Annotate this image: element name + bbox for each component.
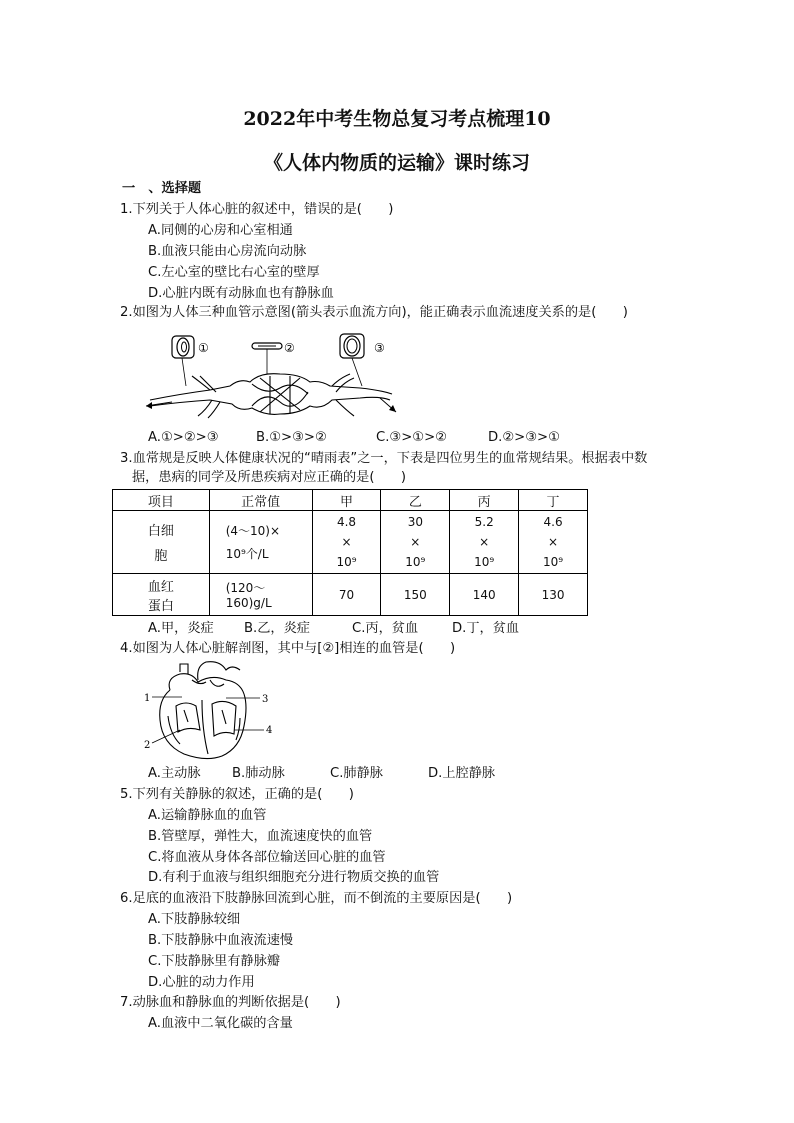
- hb-ding: 130: [519, 574, 588, 616]
- document-title: 2022年中考生物总复习考点梳理10: [243, 108, 551, 130]
- q1-option-d: D.心脏内既有动脉血也有静脉血: [148, 286, 334, 301]
- q3-option-c: C.丙，贫血: [352, 621, 419, 636]
- q4-option-d: D.上腔静脉: [428, 766, 496, 781]
- flow-arrow-left: [146, 402, 172, 409]
- q5-option-d: D.有利于血液与组织细胞充分进行物质交换的血管: [148, 870, 440, 885]
- document-subtitle: 《人体内物质的运输》课时练习: [263, 152, 530, 174]
- q5-option-c: C.将血液从身体各部位输送回心脏的血管: [148, 850, 386, 865]
- q2-option-a: A.①>②>③: [148, 430, 219, 445]
- table-row-wbc: [113, 511, 588, 574]
- heart-outline: [160, 662, 246, 759]
- header-normal: 正常值: [209, 490, 312, 511]
- header-jia: 甲: [312, 490, 381, 511]
- fig2-label-3: ③: [374, 341, 385, 355]
- flow-arrow-right: [380, 398, 396, 412]
- q3-stem-line1: 3.血常规是反映人体健康状况的“晴雨表”之一，下表是四位男生的血常规结果。根据表中数: [120, 451, 648, 466]
- fig2-label-2: ②: [284, 341, 295, 355]
- wbc-normal: (4～10)× 10⁹个/L: [209, 511, 312, 574]
- header-ding: 丁: [519, 490, 588, 511]
- q1-option-b: B.血液只能由心房流向动脉: [148, 244, 307, 259]
- section-heading: 一 、选择题: [122, 181, 202, 196]
- q5-stem: 5.下列有关静脉的叙述，正确的是( ): [120, 787, 354, 802]
- heart-label-3: 3: [262, 694, 269, 705]
- wbc-yi: 30 × 10⁹: [381, 511, 450, 574]
- q4-option-a: A.主动脉: [148, 766, 201, 781]
- vein-cross-section: [340, 334, 364, 358]
- heart-label-1: 1: [144, 693, 151, 704]
- header-yi: 乙: [381, 490, 450, 511]
- hb-label: 血红 蛋白: [113, 574, 210, 616]
- q4-option-c: C.肺静脉: [330, 766, 383, 781]
- q4-options: [148, 765, 495, 783]
- heart-label-2: 2: [144, 740, 151, 751]
- header-bing: 丙: [450, 490, 519, 511]
- q1-option-c: C.左心室的壁比右心室的壁厚: [148, 265, 320, 280]
- q4-stem: 4.如图为人体心脏解剖图，其中与[②]相连的血管是( ): [120, 641, 456, 656]
- blood-vessel-diagram: [140, 330, 410, 422]
- q3-option-d: D.丁，贫血: [452, 621, 520, 636]
- vessel-network: [150, 374, 392, 418]
- q3-options: [148, 620, 519, 638]
- q3-stem-line2: 据，患病的同学及所患疾病对应正确的是( ): [132, 470, 407, 485]
- artery-cross-section: [172, 336, 194, 358]
- q7-option-a: A.血液中二氧化碳的含量: [148, 1016, 293, 1031]
- wbc-label: 白细 胞: [113, 511, 210, 574]
- fig2-label-1: ①: [198, 341, 209, 355]
- q6-option-a: A.下肢静脉较细: [148, 912, 241, 927]
- table-header-row: [113, 490, 588, 511]
- q5-option-b: B.管壁厚，弹性大，血流速度快的血管: [148, 829, 373, 844]
- wbc-bing: 5.2 × 10⁹: [450, 511, 519, 574]
- blood-test-table: [112, 489, 588, 616]
- hb-normal: (120～ 160)g/L: [209, 574, 312, 616]
- hb-bing: 140: [450, 574, 519, 616]
- q4-option-b: B.肺动脉: [232, 766, 285, 781]
- q1-option-a: A.同侧的心房和心室相通: [148, 223, 293, 238]
- q5-option-a: A.运输静脉血的血管: [148, 808, 267, 823]
- q2-options: [148, 429, 560, 447]
- heart-label-4: 4: [266, 725, 273, 736]
- heart-diagram: [140, 660, 276, 764]
- q3-option-b: B.乙，炎症: [244, 621, 310, 636]
- q2-stem: 2.如图为人体三种血管示意图(箭头表示血流方向)，能正确表示血流速度关系的是( ): [120, 305, 628, 320]
- q7-stem: 7.动脉血和静脉血的判断依据是( ): [120, 995, 341, 1010]
- hb-jia: 70: [312, 574, 381, 616]
- header-item: 项目: [113, 490, 210, 511]
- table-row-hemoglobin: [113, 574, 588, 616]
- q6-option-c: C.下肢静脉里有静脉瓣: [148, 954, 281, 969]
- hb-yi: 150: [381, 574, 450, 616]
- q6-option-b: B.下肢静脉中血液流速慢: [148, 933, 294, 948]
- q6-stem: 6.足底的血液沿下肢静脉回流到心脏，而不倒流的主要原因是( ): [120, 891, 513, 906]
- q2-option-d: D.②>③>①: [488, 430, 560, 445]
- q6-option-d: D.心脏的动力作用: [148, 975, 255, 990]
- wbc-jia: 4.8 × 10⁹: [312, 511, 381, 574]
- q2-option-c: C.③>①>②: [376, 430, 447, 445]
- q3-option-a: A.甲，炎症: [148, 621, 214, 636]
- wbc-ding: 4.6 × 10⁹: [519, 511, 588, 574]
- capillary-cross-section: [252, 343, 282, 349]
- q2-option-b: B.①>③>②: [256, 430, 327, 445]
- q1-stem: 1.下列关于人体心脏的叙述中，错误的是( ): [120, 202, 394, 217]
